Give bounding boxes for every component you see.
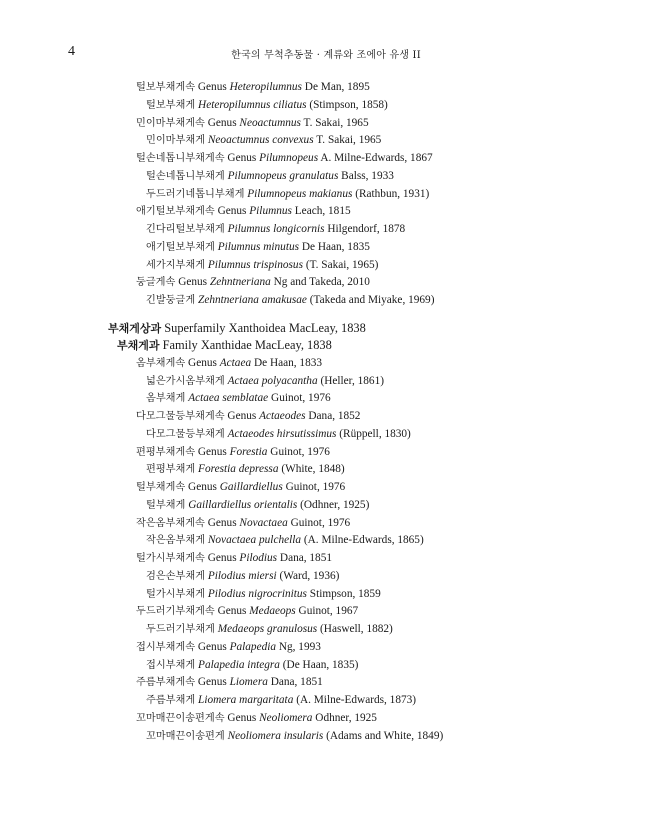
korean-name: 둥글게속 <box>136 277 176 289</box>
authority: (Rathbun, 1931) <box>355 187 430 200</box>
korean-name: 민이마부채게 <box>146 135 206 147</box>
rank-label: Genus <box>227 711 257 724</box>
rank-label: Genus <box>217 605 247 618</box>
species-entry <box>146 657 358 674</box>
scientific-name: Liomera margaritata <box>198 694 294 706</box>
korean-name: 넓은가시옴부채게 <box>146 375 225 387</box>
scientific-name: Palapedia <box>229 640 277 653</box>
rank-label: Genus <box>197 81 227 93</box>
scientific-name: Medaeops granulosus <box>217 623 318 635</box>
korean-name: 긴다리털보부채게 <box>146 224 225 235</box>
authority: Guinot, 1976 <box>290 516 351 529</box>
authority: (Ward, 1936) <box>279 569 340 582</box>
genus-entry <box>136 550 332 567</box>
rank-label: Family <box>162 338 198 353</box>
scientific-name: Actaea polyacantha <box>227 374 318 387</box>
authority: Balss, 1933 <box>341 169 394 182</box>
genus-entry <box>136 203 351 220</box>
superfamily-entry <box>108 320 366 337</box>
rank-label: Genus <box>227 410 257 422</box>
authority: Guinot, 1976 <box>270 445 330 458</box>
scientific-name: Pilumnopeus <box>259 152 319 164</box>
authority: De Haan, 1833 <box>253 356 323 369</box>
scientific-name: Pilodius miersi <box>207 569 277 582</box>
species-entry <box>146 221 405 238</box>
scientific-name: Xanthoidea <box>228 320 286 335</box>
rank-label: Genus <box>207 516 237 529</box>
authority: (A. Milne-Edwards, 1873) <box>296 694 417 706</box>
rank-label: Genus <box>178 276 208 289</box>
authority: Dana, 1851 <box>270 676 323 689</box>
korean-name: 두드러기부채게속 <box>136 606 215 618</box>
authority: (Rüppell, 1830) <box>339 427 411 440</box>
korean-name: 접시부채게 <box>146 659 196 671</box>
species-entry <box>146 586 381 603</box>
scientific-name: Pilodius <box>239 552 278 564</box>
authority: Dana, 1852 <box>308 410 361 422</box>
species-entry <box>146 257 378 274</box>
genus-entry <box>136 479 345 496</box>
scientific-name: Forestia depressa <box>198 463 279 476</box>
scientific-name: Neoactumnus <box>239 116 301 129</box>
korean-name: 두드러기네톱니부채게 <box>146 188 245 200</box>
species-entry <box>146 132 381 149</box>
species-entry <box>146 239 370 256</box>
korean-name: 옴부채게 <box>146 393 186 405</box>
species-entry <box>146 621 393 638</box>
species-entry <box>146 692 416 709</box>
scientific-name: Pilumnopeus makianus <box>247 187 353 200</box>
scientific-name: Novactaea <box>239 516 288 529</box>
korean-name: 주름부채게 <box>146 695 196 706</box>
korean-name: 민이마부채게속 <box>136 117 205 129</box>
scientific-name: Xanthidae <box>200 338 252 353</box>
authority: (T. Sakai, 1965) <box>305 258 379 271</box>
genus-entry <box>136 355 322 372</box>
authority: Odhner, 1925 <box>315 711 377 724</box>
species-entry <box>146 390 331 407</box>
scientific-name: Actaea semblatae <box>188 392 269 405</box>
korean-name: 작은옴부채게속 <box>136 517 205 529</box>
rank-label: Genus <box>188 356 217 369</box>
species-entry <box>146 292 434 309</box>
scientific-name: Forestia <box>229 445 268 458</box>
authority: T. Sakai, 1965 <box>316 134 382 147</box>
genus-entry <box>136 150 433 167</box>
authority: (Takeda and Miyake, 1969) <box>309 294 435 306</box>
scientific-name: Actaea <box>219 356 252 369</box>
species-entry <box>146 373 384 390</box>
rank-label: Genus <box>207 552 237 564</box>
korean-name: 털손네톱니부채게속 <box>136 153 225 164</box>
korean-name: 털가시부채게속 <box>136 553 205 564</box>
scientific-name: Palapedia integra <box>198 658 280 671</box>
rank-label: Genus <box>197 445 227 458</box>
running-head: 한국의 무척추동물 · 계류와 조에아 유생 II <box>231 50 421 61</box>
genus-entry <box>136 115 369 132</box>
authority: Guinot, 1976 <box>285 481 346 493</box>
scientific-name: Heteropilumnus ciliatus <box>198 98 307 111</box>
scientific-name: Gaillardiellus orientalis <box>188 498 298 511</box>
scientific-name: Zehntneriana amakusae <box>198 294 307 306</box>
korean-name: 꼬마매끈이송편게속 <box>136 712 225 724</box>
authority: Dana, 1851 <box>279 552 332 564</box>
family-entry <box>117 337 332 354</box>
authority: (Odhner, 1925) <box>300 498 370 511</box>
korean-name: 접시부채게속 <box>136 641 196 653</box>
korean-name: 옴부채게속 <box>136 357 186 369</box>
korean-name: 털보부채게속 <box>136 82 196 93</box>
genus-entry <box>136 408 360 425</box>
scientific-name: Pilumnus longicornis <box>227 223 325 235</box>
authority: Guinot, 1967 <box>298 605 359 618</box>
scientific-name: Neoliomera <box>259 711 313 724</box>
scientific-name: Heteropilumnus <box>229 81 302 93</box>
korean-name: 주름부채게속 <box>136 677 196 689</box>
korean-name: 털보부채게 <box>146 99 196 111</box>
korean-name: 검은손부채게 <box>146 570 206 582</box>
species-entry <box>146 186 429 203</box>
authority: Ng and Takeda, 2010 <box>273 276 370 289</box>
rank-label: Genus <box>188 481 217 493</box>
species-entry <box>146 497 369 514</box>
genus-entry <box>136 674 323 691</box>
genus-entry <box>136 639 321 656</box>
scientific-name: Medaeops <box>249 605 296 618</box>
scientific-name: Neoliomera insularis <box>227 729 324 742</box>
scientific-name: Gaillardiellus <box>219 481 283 493</box>
korean-name: 편평부채게 <box>146 464 196 476</box>
genus-entry <box>136 515 350 532</box>
korean-name: 꼬마매끈이송편게 <box>146 730 225 742</box>
korean-name: 세가지부채게 <box>146 259 206 271</box>
species-entry <box>146 728 443 745</box>
scientific-name: Pilumnopeus granulatus <box>227 169 339 182</box>
rank-label: Genus <box>227 152 257 164</box>
authority: Guinot, 1976 <box>271 392 331 405</box>
authority: A. Milne-Edwards, 1867 <box>320 152 433 164</box>
species-entry <box>146 426 411 443</box>
species-entry <box>146 168 394 185</box>
page-number: 4 <box>68 44 75 59</box>
scientific-name: Actaeodes <box>259 410 306 422</box>
korean-name: 편평부채게속 <box>136 446 196 458</box>
korean-name: 털부채게속 <box>136 482 186 493</box>
korean-name: 털가시부채게 <box>146 588 206 600</box>
genus-entry <box>136 710 377 727</box>
authority: MacLeay, 1838 <box>288 320 366 335</box>
korean-name: 애기털보부채게속 <box>136 206 215 218</box>
korean-name: 다모그물등부채게 <box>146 428 225 440</box>
species-entry <box>146 532 424 549</box>
scientific-name: Pilumnus trispinosus <box>207 258 303 271</box>
authority: Leach, 1815 <box>294 205 351 218</box>
species-entry <box>146 461 345 478</box>
authority: T. Sakai, 1965 <box>303 116 369 129</box>
korean-name: 두드러기부채게 <box>146 624 215 635</box>
scientific-name: Pilumnus minutus <box>217 240 299 253</box>
scientific-name: Novactaea pulchella <box>207 534 302 547</box>
korean-name: 털손네톱니부채게 <box>146 170 225 182</box>
authority: (De Haan, 1835) <box>282 658 359 671</box>
genus-entry <box>136 79 370 96</box>
authority: (A. Milne-Edwards, 1865) <box>303 534 424 547</box>
authority: De Man, 1895 <box>304 81 370 93</box>
korean-name: 부채게상과 <box>108 321 162 335</box>
rank-label: Genus <box>197 640 227 653</box>
korean-name: 다모그물등부채게속 <box>136 411 225 422</box>
korean-name: 애기털보부채게 <box>146 241 215 253</box>
authority: (Adams and White, 1849) <box>326 729 444 742</box>
scientific-name: Zehntneriana <box>209 276 271 289</box>
authority: (Haswell, 1882) <box>320 623 393 635</box>
rank-label: Genus <box>207 116 237 129</box>
scientific-name: Neoactumnus convexus <box>207 134 314 147</box>
species-entry <box>146 97 388 114</box>
genus-entry <box>136 444 330 461</box>
authority: (Stimpson, 1858) <box>309 98 388 111</box>
rank-label: Superfamily <box>164 320 226 335</box>
rank-label: Genus <box>197 676 227 689</box>
authority: Ng, 1993 <box>278 640 321 653</box>
species-entry <box>146 568 339 585</box>
authority: De Haan, 1835 <box>301 240 370 253</box>
korean-name: 부채게과 <box>117 339 160 353</box>
scientific-name: Actaeodes hirsutissimus <box>227 427 337 440</box>
genus-entry <box>136 274 370 291</box>
genus-entry <box>136 603 358 620</box>
korean-name: 긴발둥글게 <box>146 295 196 306</box>
rank-label: Genus <box>217 205 247 218</box>
scientific-name: Pilodius nigrocrinitus <box>207 587 307 600</box>
authority: MacLeay, 1838 <box>254 338 332 353</box>
authority: (White, 1848) <box>281 463 345 476</box>
authority: Hilgendorf, 1878 <box>327 223 406 235</box>
scientific-name: Pilumnus <box>249 205 292 218</box>
scientific-name: Liomera <box>229 676 268 689</box>
korean-name: 작은옴부채게 <box>146 535 206 547</box>
authority: (Heller, 1861) <box>320 374 384 387</box>
korean-name: 털부채게 <box>146 499 186 511</box>
authority: Stimpson, 1859 <box>309 587 381 600</box>
